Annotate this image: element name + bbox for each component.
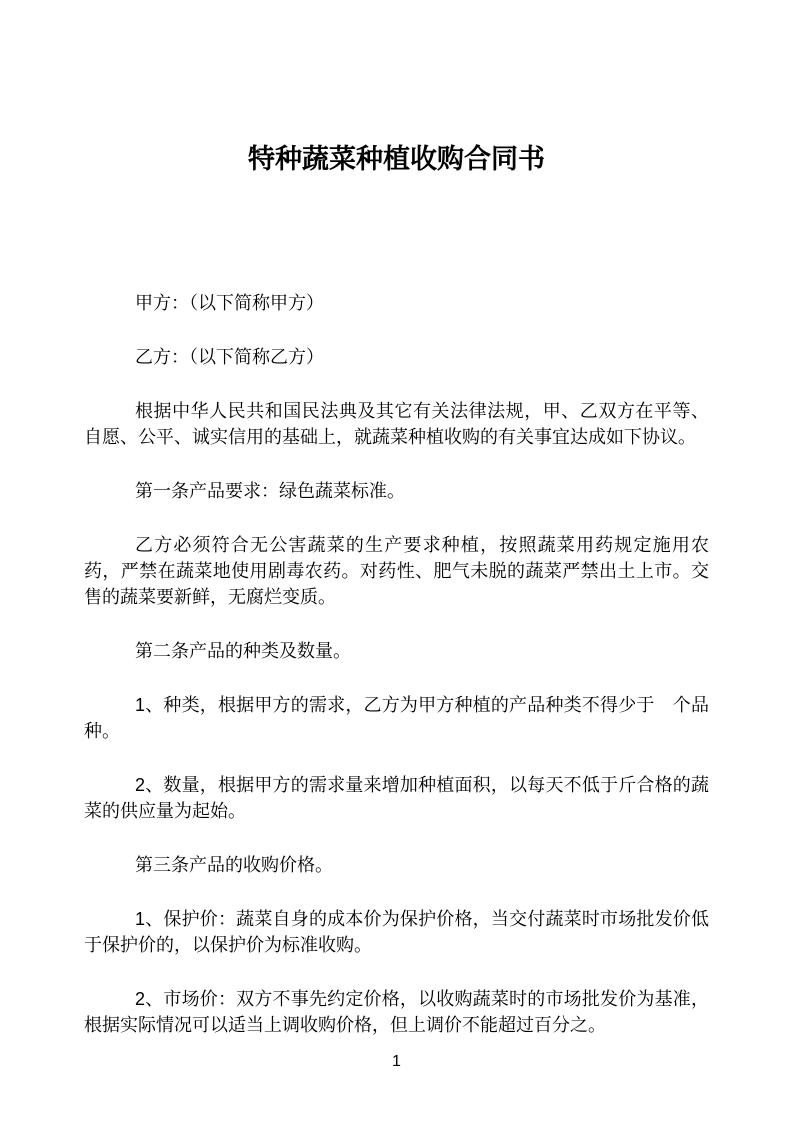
preamble-paragraph: 根据中华人民共和国民法典及其它有关法律法规，甲、乙双方在平等、自愿、公平、诚实信用的基础上，就蔬菜种植收购的有关事宜达成如下协议。 [84,401,709,447]
article-3-item-2: 2、市场价：双方不事先约定价格，以收购蔬菜时的市场批发价为基准，根据实际情况可以适当上调收购价格，但上调价不能超过百分之。 [84,989,709,1035]
party-a-line: 甲方：（以下简称甲方） [135,293,324,313]
document-title: 特种蔬菜种植收购合同书 [248,144,545,174]
article-1-body: 乙方必须符合无公害蔬菜的生产要求种植，按照蔬菜用药规定施用农药，严禁在蔬菜地使用剧毒农药。对药性、肥气未脱的蔬菜严禁出土上市。交售的蔬菜要新鲜，无腐烂变质。 [84,535,709,607]
article-2-item-2: 2、数量，根据甲方的需求量来增加种植面积，以每天不低于斤合格的蔬菜的供应量为起始。 [84,775,709,821]
article-2-item-1: 1、种类，根据甲方的需求，乙方为甲方种植的产品种类不得少于 个品种。 [84,695,709,741]
article-3-heading: 第三条产品的收购价格。 [135,855,333,875]
article-1-heading: 第一条产品要求：绿色蔬菜标准。 [135,481,405,501]
party-b-line: 乙方：（以下简称乙方） [135,347,324,367]
article-3-item-1: 1、保护价：蔬菜自身的成本价为保护价格，当交付蔬菜时市场批发价低于保护价的，以保护价为标准收购。 [84,909,709,955]
article-2-heading: 第二条产品的种类及数量。 [135,641,351,661]
document-body [84,290,709,1038]
page-number: 1 [392,1053,401,1070]
